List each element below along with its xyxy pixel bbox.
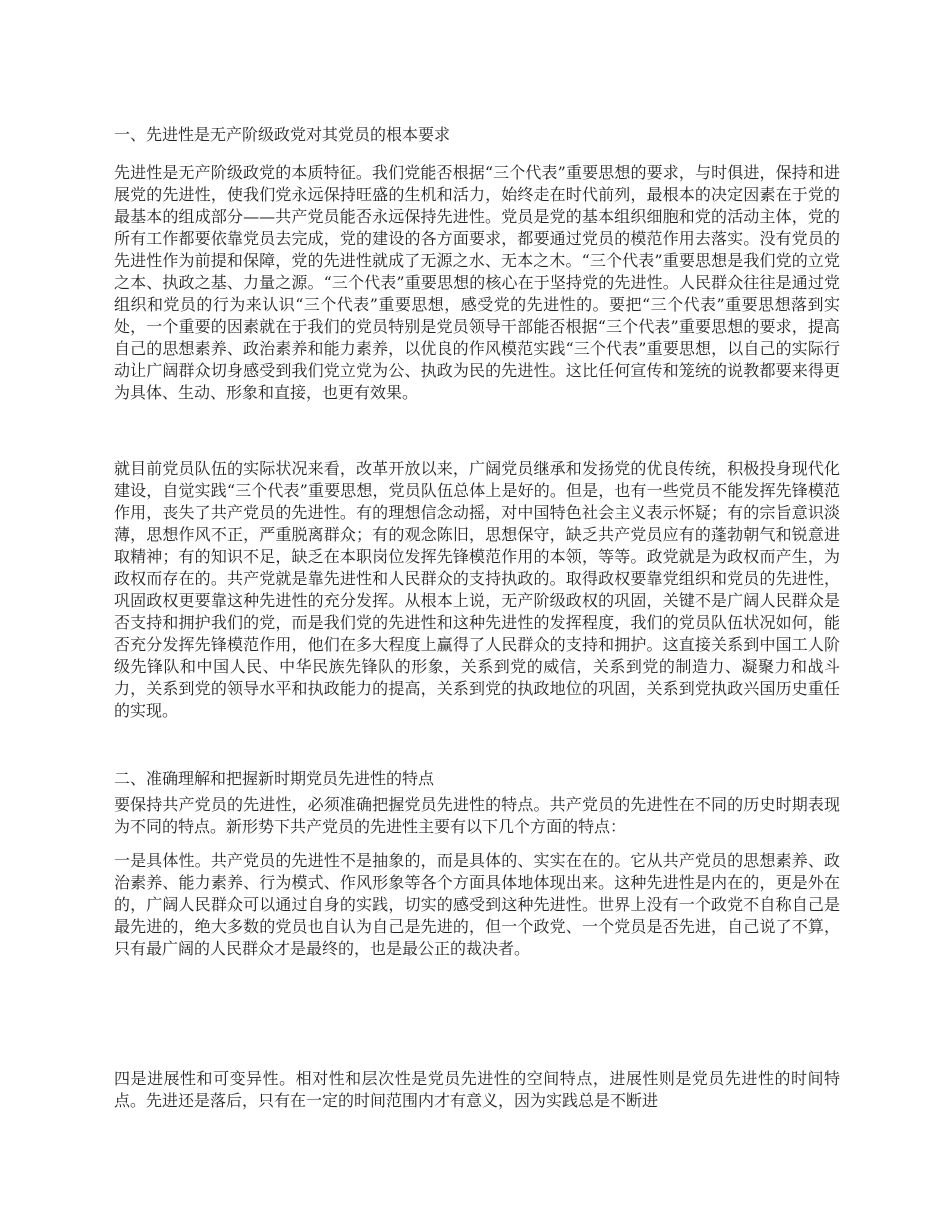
paragraph-4: 一是具体性。共产党员的先进性不是抽象的，而是具体的、实实在在的。它从共产党员的思想素养、政治素养、能力素养、行为模式、作风形象等各个方面具体地体现出来。这种先进性是内在的，更是外在的，广阔人民群众可以通过自身的实践，切实的感受到这种先进性。世界上没有一个政党不自称自己是最先进的，绝大多数的党员也自认为自己是先进的，但一个政党、一个党员是否先进，自己说了不算，只有最广阔的人民群众才是最终的，也是最公正的裁决者。	[114, 851, 840, 958]
paragraph-3: 要保持共产党员的先进性，必须准确把握党员先进性的特点。共产党员的先进性在不同的历史时期表现为不同的特点。新形势下共产党员的先进性主要有以下几个方面的特点：	[114, 795, 840, 836]
paragraph-2: 就目前党员队伍的实际状况来看，改革开放以来，广阔党员继承和发扬党的优良传统，积极投身现代化建设，自觉实践“三个代表”重要思想，党员队伍总体上是好的。但是，也有一些党员不能发挥先锋模范作用，丧失了共产党员的先进性。有的理想信念动摇，对中国特色社会主义表示怀疑；有的宗旨意识淡薄，思想作风不正，严重脱离群众；有的观念陈旧，思想保守，缺乏共产党员应有的蓬勃朝气和锐意进取精神；有的知识不足，缺乏在本职岗位发挥先锋模范作用的本领，等等。政党就是为政权而产生，为政权而存在的。共产党就是靠先进性和人民群众的支持执政的。取得政权要靠党组织和党员的先进性，巩固政权更要靠这种先进性的充分发挥。从根本上说，无产阶级政权的巩固，关键不是广阔人民群众是否支持和拥护我们的党，而是我们党的先进性和这种先进性的发挥程度，我们的党员队伍状况如何，能否充分发挥先锋模范作用，他们在多大程度上赢得了人民群众的支持和拥护。这直接关系到中国工人阶级先锋队和中国人民、中华民族先锋队的形象，关系到党的威信，关系到党的制造力、凝聚力和战斗力，关系到党的领导水平和执政能力的提高，关系到党的执政地位的巩固，关系到党执政兴国历史重任的实现。	[114, 459, 840, 720]
paragraph-1: 先进性是无产阶级政党的本质特征。我们党能否根据“三个代表”重要思想的要求，与时俱进，保持和进展党的先进性，使我们党永远保持旺盛的生机和活力，始终走在时代前列，最根本的决定因素在于党的最基本的组成部分——共产党员能否永远保持先进性。党员是党的基本组织细胞和党的活动主体，党的所有工作都要依靠党员去完成，党的建设的各方面要求，都要通过党员的模范作用去落实。没有党员的先进性作为前提和保障，党的先进性就成了无源之水、无本之木。“三个代表”重要思想是我们党的立党之本、执政之基、力量之源。“三个代表”重要思想的核心在于坚持党的先进性。人民群众往往是通过党组织和党员的行为来认识“三个代表”重要思想，感受党的先进性的。要把“三个代表”重要思想落到实处，一个重要的因素就在于我们的党员特别是党员领导干部能否根据“三个代表”重要思想的要求，提高自己的思想素养、政治素养和能力素养，以优良的作风模范实践“三个代表”重要思想，以自己的实际行动让广阔群众切身感受到我们党立党为公、执政为民的先进性。这比任何宣传和笼统的说教都要来得更为具体、生动、形象和直接，也更有效果。	[114, 163, 840, 402]
section-heading-1: 一、先进性是无产阶级政党对其党员的根本要求	[114, 125, 451, 144]
section-heading-2: 二、准确理解和把握新时期党员先进性的特点	[114, 769, 435, 788]
paragraph-5: 四是进展性和可变异性。相对性和层次性是党员先进性的空间特点，进展性则是党员先进性的时间特点。先进还是落后，只有在一定的时间范围内才有意义，因为实践总是不断进	[114, 1069, 840, 1110]
